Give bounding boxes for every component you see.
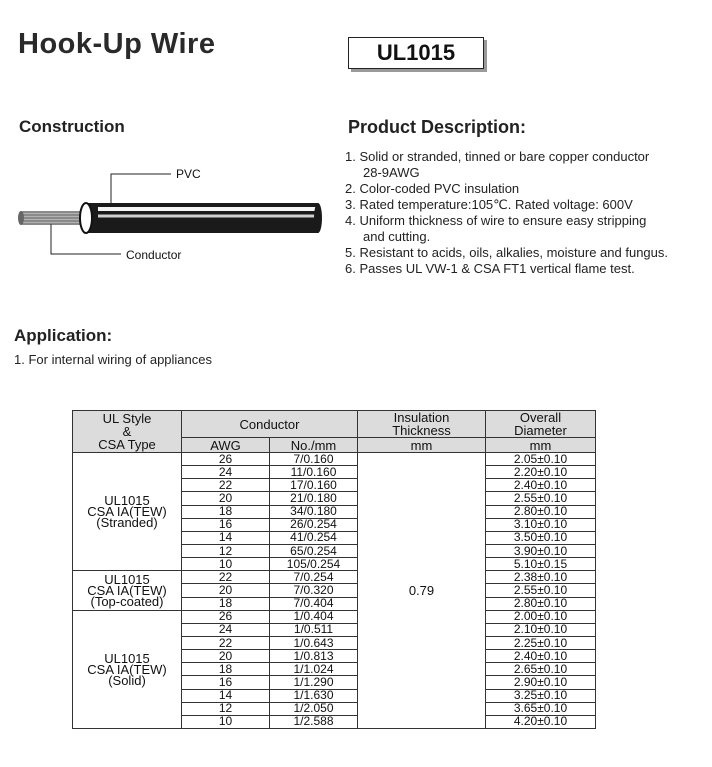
strand-cell: 26/0.254 xyxy=(270,518,358,531)
description-item: 3. Rated temperature:105℃. Rated voltage: 600V xyxy=(345,197,633,212)
awg-cell: 14 xyxy=(182,689,270,702)
header-style: UL Style & CSA Type xyxy=(73,411,182,453)
strand-cell: 1/2.588 xyxy=(270,715,358,728)
spec-table xyxy=(72,410,596,729)
awg-cell: 20 xyxy=(182,492,270,505)
strand-cell: 105/0.254 xyxy=(270,558,358,571)
diameter-cell: 2.40±0.10 xyxy=(486,650,596,663)
table-row xyxy=(73,571,596,584)
header-awg: AWG xyxy=(182,438,270,453)
strand-cell: 1/1.630 xyxy=(270,689,358,702)
diameter-cell: 3.25±0.10 xyxy=(486,689,596,702)
strand-cell: 7/0.160 xyxy=(270,453,358,466)
description-item: 28-9AWG xyxy=(363,165,420,180)
strand-cell: 17/0.160 xyxy=(270,479,358,492)
awg-cell: 12 xyxy=(182,702,270,715)
header-diameter: Overall Diameter xyxy=(486,411,596,438)
application-heading: Application: xyxy=(14,326,113,345)
model-badge: UL1015 xyxy=(348,37,484,69)
awg-cell: 22 xyxy=(182,479,270,492)
strand-cell: 41/0.254 xyxy=(270,531,358,544)
strand-cell: 7/0.404 xyxy=(270,597,358,610)
description-item: 6. Passes UL VW-1 & CSA FT1 vertical flame test. xyxy=(345,261,635,276)
awg-cell: 26 xyxy=(182,453,270,466)
strand-cell: 1/0.643 xyxy=(270,636,358,649)
diameter-cell: 4.20±0.10 xyxy=(486,715,596,728)
awg-cell: 22 xyxy=(182,571,270,584)
awg-cell: 26 xyxy=(182,610,270,623)
strand-cell: 65/0.254 xyxy=(270,544,358,557)
diameter-cell: 2.65±0.10 xyxy=(486,663,596,676)
awg-cell: 10 xyxy=(182,715,270,728)
description-list xyxy=(345,149,711,277)
awg-cell: 24 xyxy=(182,466,270,479)
awg-cell: 24 xyxy=(182,623,270,636)
header-conductor: Conductor xyxy=(182,411,358,438)
diameter-cell: 2.55±0.10 xyxy=(486,584,596,597)
pvc-label: PVC xyxy=(176,167,201,181)
strand-cell: 1/0.404 xyxy=(270,610,358,623)
insulation-cell: 0.79 xyxy=(358,453,486,729)
strand-cell: 1/1.290 xyxy=(270,676,358,689)
header-insulation: Insulation Thickness xyxy=(358,411,486,438)
awg-cell: 18 xyxy=(182,505,270,518)
strand-cell: 1/0.813 xyxy=(270,650,358,663)
strand-cell: 7/0.254 xyxy=(270,571,358,584)
awg-cell: 22 xyxy=(182,636,270,649)
strand-cell: 1/2.050 xyxy=(270,702,358,715)
description-item: 5. Resistant to acids, oils, alkalies, moisture and fungus. xyxy=(345,245,668,260)
diameter-cell: 3.10±0.10 xyxy=(486,518,596,531)
strand-cell: 1/0.511 xyxy=(270,623,358,636)
diameter-cell: 3.65±0.10 xyxy=(486,702,596,715)
awg-cell: 16 xyxy=(182,676,270,689)
diameter-cell: 2.38±0.10 xyxy=(486,571,596,584)
description-item: 2. Color-coded PVC insulation xyxy=(345,181,520,196)
strand-cell: 21/0.180 xyxy=(270,492,358,505)
awg-cell: 10 xyxy=(182,558,270,571)
awg-cell: 18 xyxy=(182,663,270,676)
diameter-cell: 5.10±0.15 xyxy=(486,558,596,571)
diameter-cell: 2.10±0.10 xyxy=(486,623,596,636)
diameter-cell: 3.50±0.10 xyxy=(486,531,596,544)
awg-cell: 12 xyxy=(182,544,270,557)
diameter-cell: 2.05±0.10 xyxy=(486,453,596,466)
page-title: Hook-Up Wire xyxy=(18,28,216,60)
diameter-cell: 2.55±0.10 xyxy=(486,492,596,505)
strand-cell: 7/0.320 xyxy=(270,584,358,597)
awg-cell: 16 xyxy=(182,518,270,531)
description-item: 4. Uniform thickness of wire to ensure easy stripping xyxy=(345,213,647,228)
conductor-label: Conductor xyxy=(126,248,182,262)
awg-cell: 20 xyxy=(182,584,270,597)
diameter-cell: 2.80±0.10 xyxy=(486,597,596,610)
awg-cell: 14 xyxy=(182,531,270,544)
header-diameter-unit: mm xyxy=(486,438,596,453)
diameter-cell: 2.20±0.10 xyxy=(486,466,596,479)
diameter-cell: 2.80±0.10 xyxy=(486,505,596,518)
diameter-cell: 2.90±0.10 xyxy=(486,676,596,689)
style-cell: UL1015 CSA IA(TEW) (Top-coated) xyxy=(73,571,182,610)
strand-cell: 34/0.180 xyxy=(270,505,358,518)
style-cell: UL1015 CSA IA(TEW) (Stranded) xyxy=(73,453,182,571)
table-row xyxy=(73,453,596,466)
description-item: and cutting. xyxy=(363,229,431,244)
diameter-cell: 2.40±0.10 xyxy=(486,479,596,492)
strand-cell: 11/0.160 xyxy=(270,466,358,479)
awg-cell: 20 xyxy=(182,650,270,663)
header-insulation-unit: mm xyxy=(358,438,486,453)
application-text: 1. For internal wiring of appliances xyxy=(14,352,212,367)
strand-cell: 1/1.024 xyxy=(270,663,358,676)
description-item: 1. Solid or stranded, tinned or bare copper conductor xyxy=(345,149,650,164)
awg-cell: 18 xyxy=(182,597,270,610)
diameter-cell: 3.90±0.10 xyxy=(486,544,596,557)
construction-heading: Construction xyxy=(19,117,125,136)
diameter-cell: 2.00±0.10 xyxy=(486,610,596,623)
header-no-mm: No./mm xyxy=(270,438,358,453)
description-heading: Product Description: xyxy=(348,117,527,137)
table-row xyxy=(73,610,596,623)
style-cell: UL1015 CSA IA(TEW) (Solid) xyxy=(73,610,182,728)
diameter-cell: 2.25±0.10 xyxy=(486,636,596,649)
